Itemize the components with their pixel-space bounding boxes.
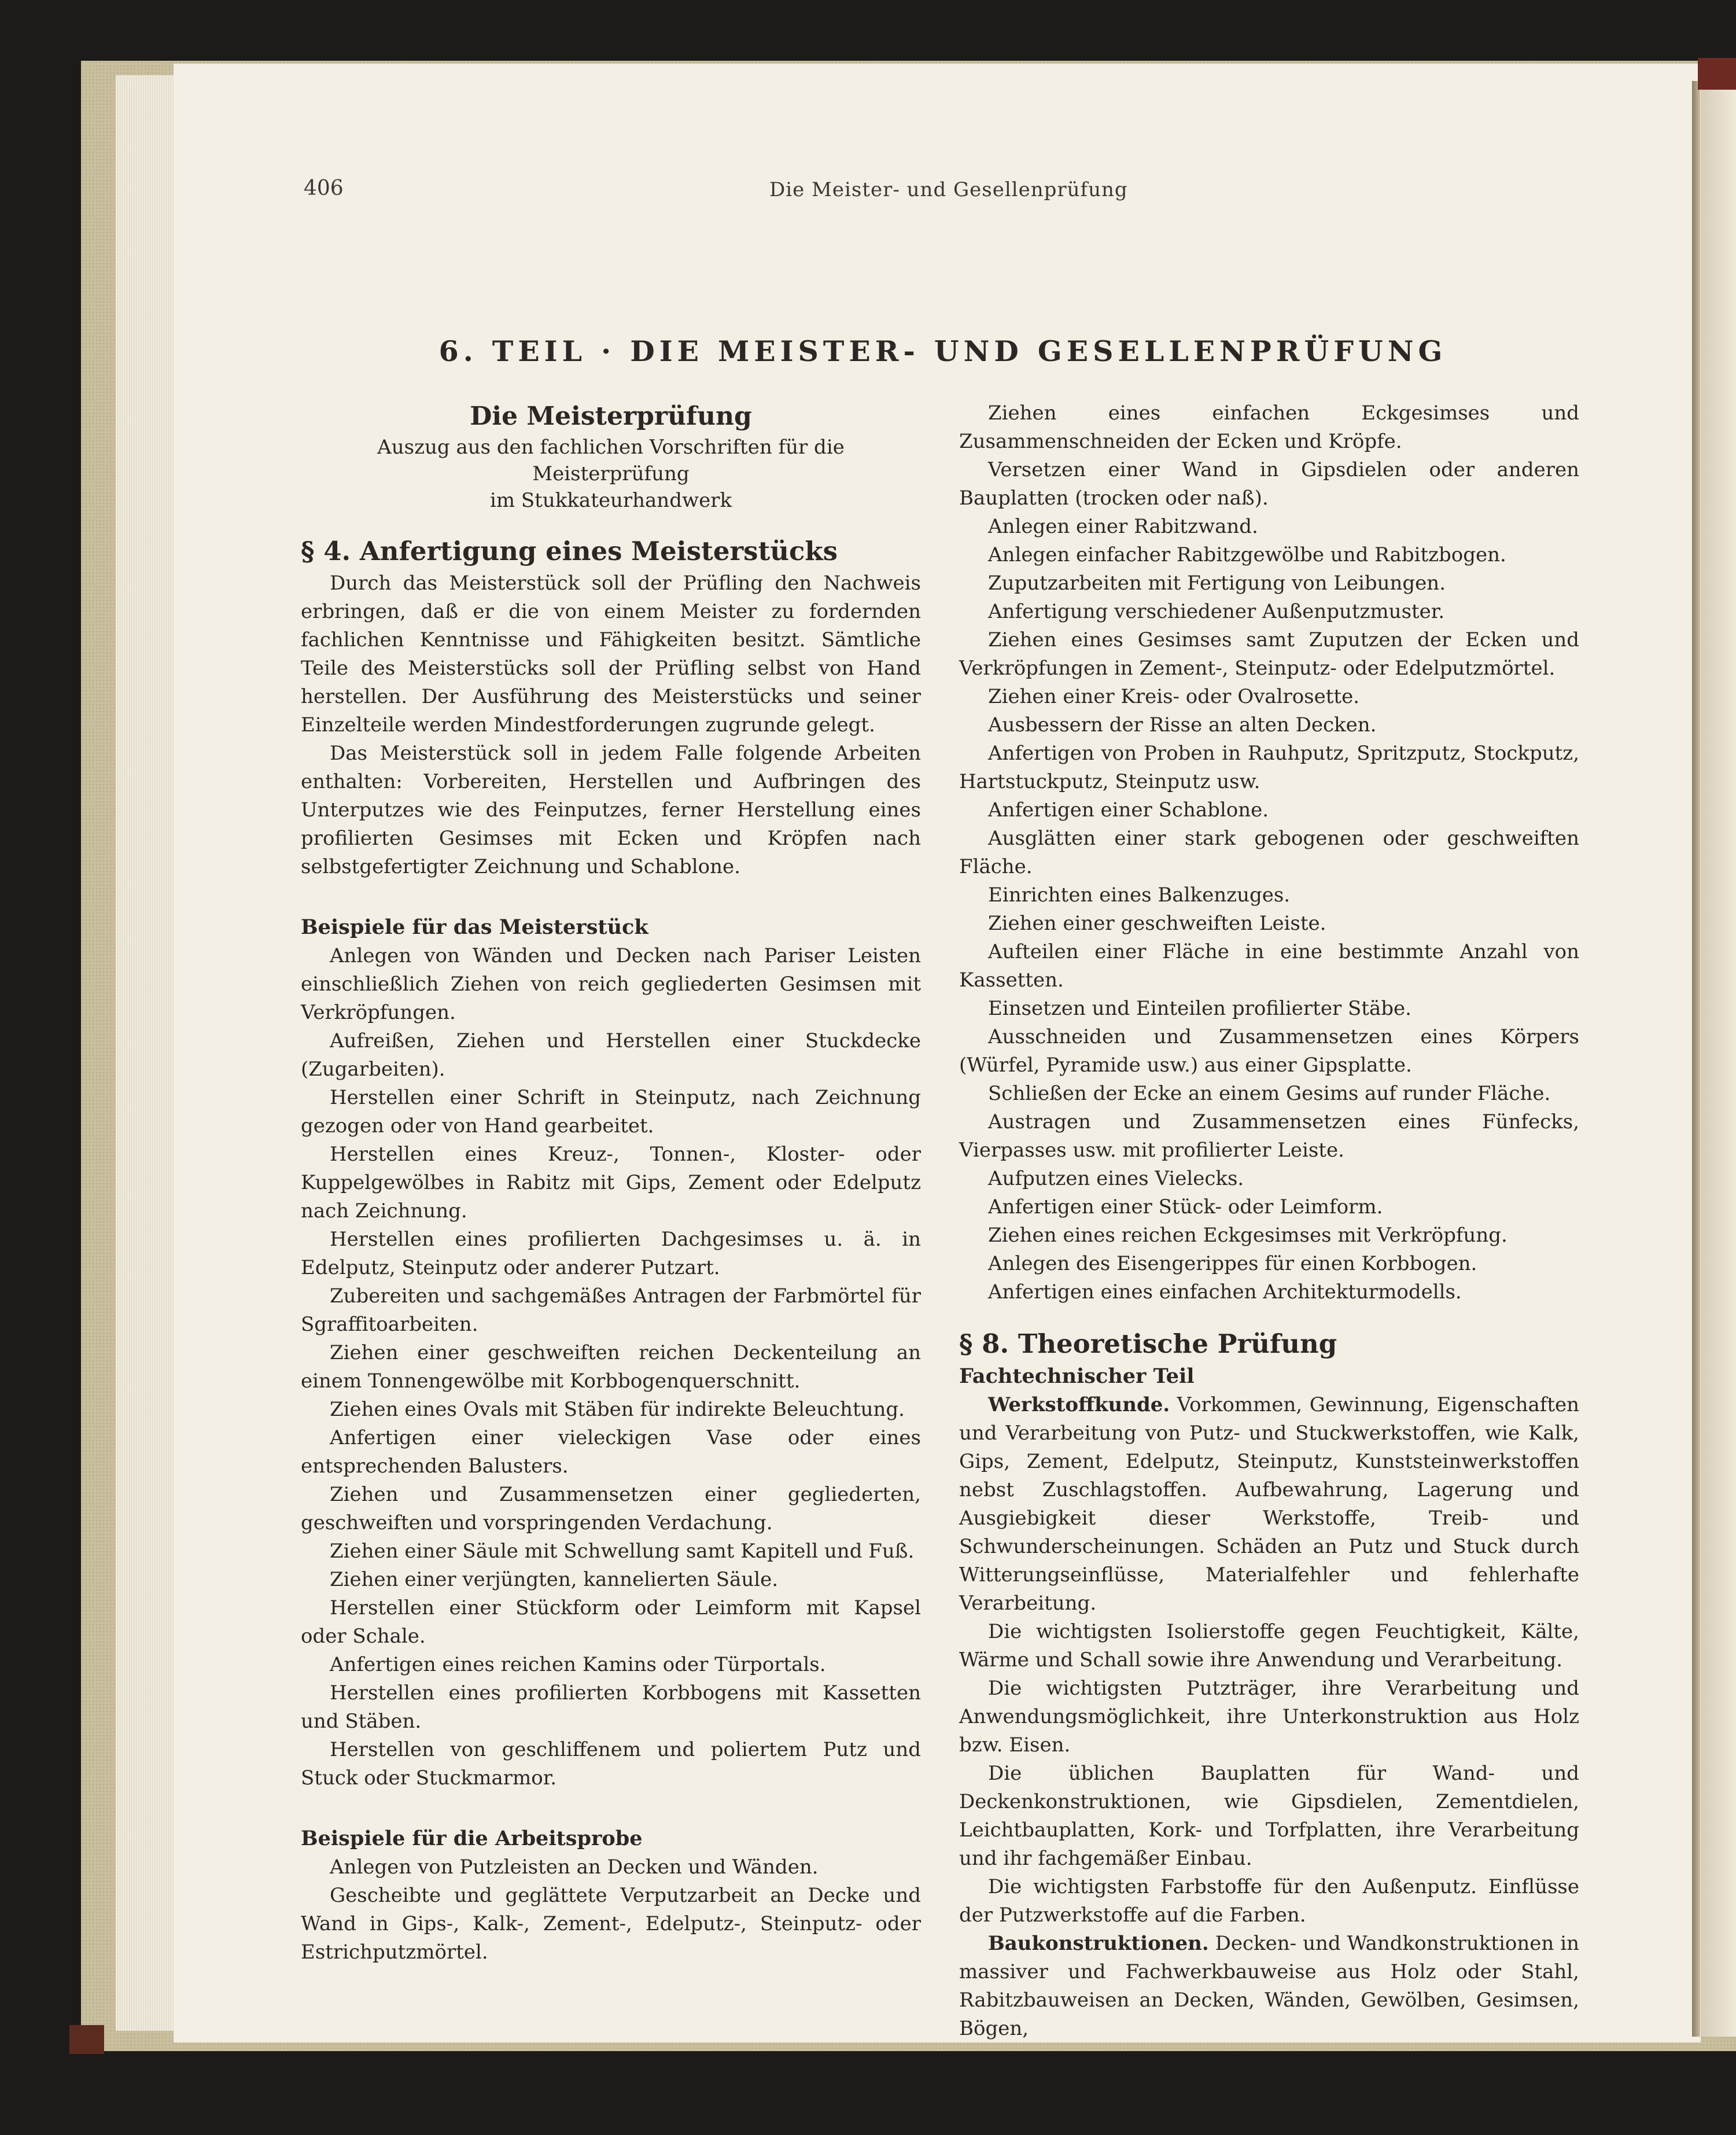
werkstoff-text: Vorkommen, Gewinnung, Eigenschaften und Verarbeitung von Putz- und Stuckwerkstoffen, wie Kalk, Gips, Zement, Edelputz, Steinputz, Kunststeinwerkstoffen nebst Zuschlagstoffen. Aufbewahrung, Lagerung und Ausgiebigkeit dieser Werkstoffe, Treib- und Schwunderscheinungen. Schäden an Putz und Stuck durch Witterungseinflüsse, Materialfehler und fehlerhafte Verarbeitung. bbox=[959, 1393, 1579, 1615]
werkstoff-label: Werkstoffkunde. bbox=[988, 1393, 1170, 1416]
list-item: Ziehen einer geschweiften reichen Deckenteilung an einem Tonnengewölbe mit Korbbogenquerschnitt. bbox=[301, 1341, 921, 1393]
list-item: Ziehen eines Gesimses samt Zuputzen der Ecken und Verkröpfungen in Zement-, Steinputz- oder Edelputzmörtel. bbox=[959, 628, 1579, 680]
list-item: Einsetzen und Einteilen profilierter Stäbe. bbox=[988, 997, 1411, 1020]
list-item: Ziehen und Zusammensetzen einer gegliederten, geschweiften und vorspringenden Verdachung. bbox=[301, 1483, 921, 1534]
list-item: Anlegen von Putzleisten an Decken und Wänden. bbox=[330, 1856, 819, 1879]
paragraph: Die wichtigsten Putzträger, ihre Verarbeitung und Anwendungsmöglichkeit, ihre Unterkonstruktion aus Holz bzw. Eisen. bbox=[959, 1677, 1579, 1757]
list-item: Schließen der Ecke an einem Gesims auf runder Fläche. bbox=[988, 1082, 1551, 1105]
list-item: Herstellen eines Kreuz-, Tonnen-, Kloster- oder Kuppelgewölbes in Rabitz mit Gips, Zement oder Edelputz nach Zeichnung. bbox=[301, 1143, 921, 1223]
beispiele-arbeit-heading: Beispiele für die Arbeitsprobe bbox=[301, 1827, 643, 1850]
right-column bbox=[959, 399, 1579, 2043]
s8-heading: § 8. Theoretische Prüfung bbox=[959, 1328, 1337, 1359]
list-item: Anlegen einer Rabitzwand. bbox=[988, 515, 1258, 538]
list-item: Ziehen einer geschweiften Leiste. bbox=[988, 912, 1326, 935]
werkstoff-paragraph bbox=[959, 1391, 1579, 1618]
list-item: Ausglätten einer stark gebogenen oder geschweiften Fläche. bbox=[959, 827, 1579, 878]
list-item: Anfertigen eines einfachen Architekturmodells. bbox=[988, 1280, 1462, 1304]
list-item: Gescheibte und geglättete Verputzarbeit an Decke und Wand in Gips-, Kalk-, Zement-, Edelputz-, Steinputz- oder Estrichputzmörtel. bbox=[301, 1884, 921, 1964]
list-item: Anfertigen einer vieleckigen Vase oder eines entsprechenden Balusters. bbox=[301, 1426, 921, 1478]
list-item: Aufteilen einer Fläche in eine bestimmte Anzahl von Kassetten. bbox=[959, 940, 1579, 992]
list-item: Zubereiten und sachgemäßes Antragen der Farbmörtel für Sgraffitoarbeiten. bbox=[301, 1284, 921, 1336]
list-item: Ziehen einer Säule mit Schwellung samt Kapitell und Fuß. bbox=[330, 1540, 915, 1563]
page-number: 406 bbox=[304, 176, 344, 200]
bau-paragraph bbox=[959, 1930, 1579, 2043]
list-item: Anfertigung verschiedener Außenputzmuster. bbox=[988, 600, 1445, 623]
list-item: Versetzen einer Wand in Gipsdielen oder anderen Bauplatten (trocken oder naß). bbox=[959, 458, 1579, 510]
section-subtitle-line2: im Stukkateurhandwerk bbox=[489, 489, 732, 512]
list-item: Austragen und Zusammensetzen eines Fünfecks, Vierpasses usw. mit profilierter Leiste. bbox=[959, 1110, 1579, 1162]
tailband bbox=[69, 2025, 104, 2054]
list-item: Ausschneiden und Zusammensetzen eines Körpers (Würfel, Pyramide usw.) aus einer Gipsplatte. bbox=[959, 1025, 1579, 1077]
list-item: Herstellen eines profilierten Korbbogens mit Kassetten und Stäben. bbox=[301, 1681, 921, 1733]
s4-heading: § 4. Anfertigung eines Meisterstücks bbox=[301, 536, 838, 566]
fachteil-heading: Fachtechnischer Teil bbox=[959, 1364, 1195, 1388]
paragraph: Die üblichen Bauplatten für Wand- und Deckenkonstruktionen, wie Gipsdielen, Zementdielen, Leichtbauplatten, Kork- und Torfplatten, ihre Verarbeitung und ihr fachgemäßer Einbau. bbox=[959, 1762, 1579, 1870]
list-item: Anfertigen einer Schablone. bbox=[988, 798, 1269, 822]
list-item: Anlegen des Eisengerippes für einen Korbbogen. bbox=[988, 1252, 1477, 1275]
paragraph: Durch das Meisterstück soll der Prüfling den Nachweis erbringen, daß er die von einem Meister zu fordernden fachlichen Kenntnisse und Fähigkeiten besitzt. Sämtliche Teile des Meisterstücks soll der Prüfling selbst von Hand herstellen. Der Ausführung des Meisterstücks und seiner Einzelteile werden Mindestforderungen zugrunde gelegt. bbox=[301, 572, 921, 737]
section-subtitle-line1: Auszug aus den fachlichen Vorschriften für die Meisterprüfung bbox=[377, 436, 845, 485]
list-item: Ausbessern der Risse an alten Decken. bbox=[988, 713, 1377, 737]
list-item: Ziehen einer verjüngten, kannelierten Säule. bbox=[330, 1568, 779, 1591]
list-item: Herstellen einer Stückform oder Leimform mit Kapsel oder Schale. bbox=[301, 1596, 921, 1648]
list-item: Einrichten eines Balkenzuges. bbox=[988, 884, 1291, 907]
paragraph: Das Meisterstück soll in jedem Falle folgende Arbeiten enthalten: Vorbereiten, Herstellen und Aufbringen des Unterputzes wie des Feinputzes, ferner Herstellung eines profilierten Gesimses mit Ecken und Kröpfen nach selbstgefertigter Zeichnung und Schablone. bbox=[301, 742, 921, 878]
list-item: Aufputzen eines Vielecks. bbox=[988, 1167, 1244, 1190]
bau-label: Baukonstruktionen. bbox=[988, 1932, 1209, 1955]
list-item: Herstellen eines profilierten Dachgesimses u. ä. in Edelputz, Steinputz oder anderer Putzart. bbox=[301, 1228, 921, 1279]
running-header: Die Meister- und Gesellenprüfung bbox=[769, 178, 1128, 201]
list-item: Anfertigen einer Stück- oder Leimform. bbox=[988, 1195, 1383, 1219]
list-item: Aufreißen, Ziehen und Herstellen einer Stuckdecke (Zugarbeiten). bbox=[301, 1029, 921, 1081]
list-item: Zuputzarbeiten mit Fertigung von Leibungen. bbox=[988, 572, 1446, 595]
headband bbox=[1698, 58, 1736, 90]
section-title: Die Meisterprüfung bbox=[470, 402, 752, 431]
list-item: Herstellen von geschliffenem und poliertem Putz und Stuck oder Stuckmarmor. bbox=[301, 1738, 921, 1790]
list-item: Ziehen eines reichen Eckgesimses mit Verkröpfung. bbox=[988, 1224, 1508, 1247]
paragraph: Die wichtigsten Isolierstoffe gegen Feuchtigkeit, Kälte, Wärme und Schall sowie ihre Anwendung und Verarbeitung. bbox=[959, 1620, 1579, 1672]
page-edges bbox=[116, 75, 179, 2031]
list-item: Ziehen eines einfachen Eckgesimses und Zusammenschneiden der Ecken und Kröpfe. bbox=[959, 402, 1579, 453]
list-item: Anlegen von Wänden und Decken nach Pariser Leisten einschließlich Ziehen von reich gegliederten Gesimsen mit Verkröpfungen. bbox=[301, 944, 921, 1024]
part-title: 6. TEIL · DIE MEISTER- UND GESELLENPRÜFUNG bbox=[438, 334, 1447, 368]
list-item: Anlegen einfacher Rabitzgewölbe und Rabitzbogen. bbox=[988, 543, 1506, 566]
book-spine bbox=[1692, 81, 1700, 2037]
facing-page-edge bbox=[1701, 81, 1736, 2037]
list-item: Ziehen eines Ovals mit Stäben für indirekte Beleuchtung. bbox=[330, 1398, 905, 1421]
list-item: Ziehen einer Kreis- oder Ovalrosette. bbox=[988, 685, 1359, 708]
list-item: Herstellen einer Schrift in Steinputz, nach Zeichnung gezogen oder von Hand gearbeitet. bbox=[301, 1086, 921, 1138]
list-item: Anfertigen von Proben in Rauhputz, Spritzputz, Stockputz, Hartstuckputz, Steinputz usw. bbox=[959, 742, 1579, 793]
left-column bbox=[301, 399, 921, 1967]
paragraph: Die wichtigsten Farbstoffe für den Außenputz. Einflüsse der Putzwerkstoffe auf die Farben. bbox=[959, 1875, 1579, 1927]
beispiele-meister-heading: Beispiele für das Meisterstück bbox=[301, 915, 648, 939]
list-item: Anfertigen eines reichen Kamins oder Türportals. bbox=[330, 1653, 826, 1676]
bau-text: Decken- und Wandkonstruktionen in massiver und Fachwerkbauweise aus Holz oder Stahl, Rabitzbauweisen an Decken, Wänden, Gewölben, Gesimsen, Bögen, bbox=[959, 1932, 1579, 2040]
